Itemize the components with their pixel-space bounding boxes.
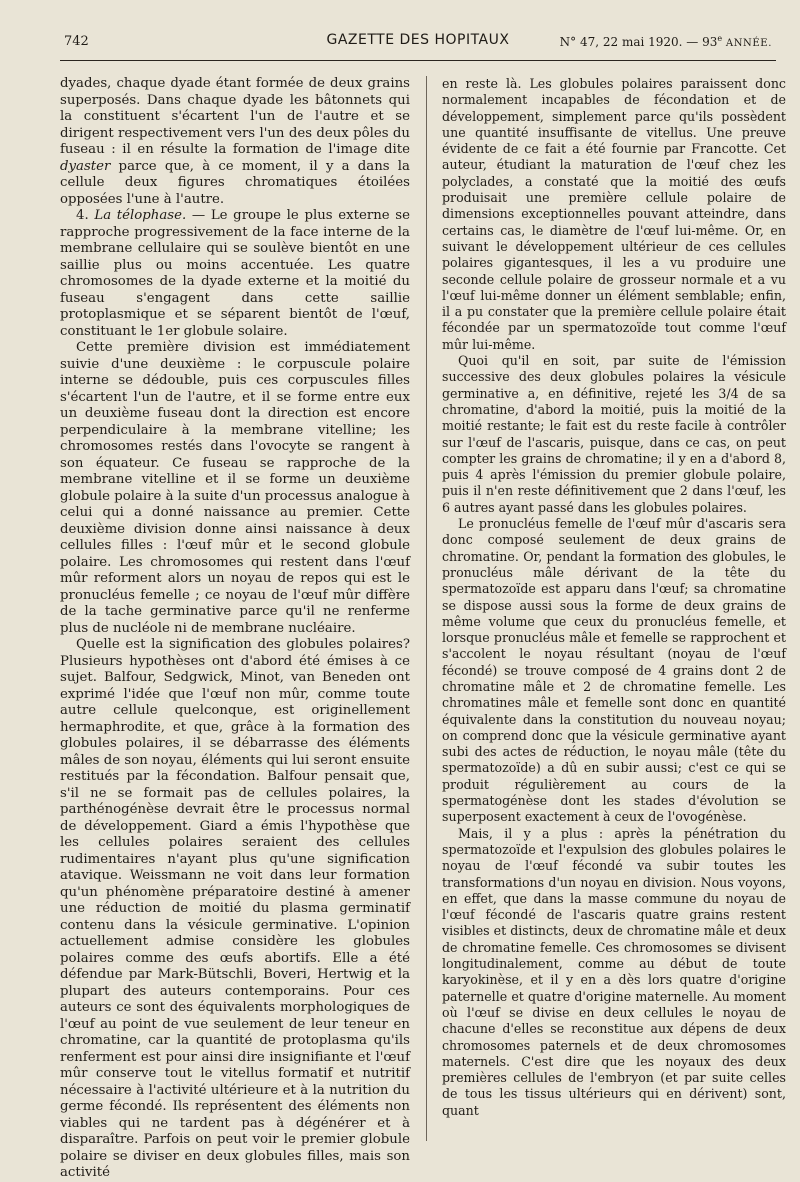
section-number: 4.	[76, 208, 95, 223]
right-paragraph-1: en reste là. Les globules polaires paraissent donc normalement incapables de fécondation et de développement, simplement parce qu'ils possèdent une quantité insuffisante de vitellus. Une preuve évidente de ce fait a été fournie par Francotte. Cet auteur, étudiant la maturation de l'œuf chez les polyclades, a constaté que la moitié des œufs produisait une première cellule polaire de dimensions exceptionnelles pouvant atteindre, dans certains cas, le diamètre de l'œuf lui-même. Or, en suivant le développement ultérieur de ces cellules polaires gigantesques, il les a vu produire une seconde cellule polaire de grosseur normale et a vu l'œuf lui-même donner un élément semblable; enfin, il a pu constater que la première cellule polaire était fécondée par un spermatozoïde tout comme l'œuf mûr lui-même.	[442, 76, 786, 352]
right-paragraph-4: Mais, il y a plus : après la pénétration du spermatozoïde et l'expulsion des globules polaires le noyau de l'œuf fécondé va subir toutes les transformations d'un noyau en division. Nous voyons, en effet, que dans la masse commune du noyau de l'œuf fécondé de l'ascaris quatre grains restent visibles et distincts, deux de chromatine mâle et deux de chromatine femelle. Ces chromosomes se divisent longitudinalement, comme au début de toute karyokinèse, et il y en a dès lors quatre d'origine paternelle et quatre d'origine maternelle. Au moment où l'œuf se divise en deux cellules le noyau de chacune d'elles se reconstitue aux dépens de deux chromosomes paternels et de deux chromosomes maternels. C'est dire que les noyaux des deux premières cellules de l'embryon (et par suite celles de tous les tissus ultérieurs qui en dérivent) sont, quant	[442, 825, 786, 1118]
term-dyaster: dyaster	[60, 158, 111, 174]
page-number: 742	[64, 34, 89, 49]
left-paragraph-3: Cette première division est immédiatement suivie d'une deuxième : le corpuscule polaire interne se dédouble, puis ces corpuscules filles s'écartent l'un de l'autre, et il se forme entre eux un deuxième fuseau dont la direction est encore perpendiculaire à la membrane vitelline; les chromosomes restés dans l'ovocyte se rangent à son équateur. Ce fuseau se rapproche de la membrane vitelline et il se forme un deuxième globule polaire à la suite d'un processus analogue à celui qui a donné naissance au premier. Cette deuxième division donne ainsi naissance à deux cellules filles : l'œuf mûr et le second globule polaire. Les chromosomes qui restent dans l'œuf mûr reforment alors un noyau de repos qui est le pronucléus femelle ; ce noyau de l'œuf mûr diffère de la tache germinative parce qu'il ne renferme plus de nucléole ni de membrane nucléaire.	[60, 340, 410, 636]
left-p1-text: dyades, chaque dyade étant formée de deux grains superposés. Dans chaque dyade les bâtonnets qui la constituent s'écartent l'un de l'autre et se dirigent respectivement vers l'un des deux pôles du fuseau : il en résulte la formation de l'image dite	[60, 76, 410, 157]
right-paragraph-2: Quoi qu'il en soit, par suite de l'émission successive des deux globules polaires la vésicule germinative a, en définitive, rejeté les 3/4 de sa chromatine, d'abord la moitié, puis la moitié de la moitié restante; le fait est du reste facile à contrôler sur l'œuf de l'ascaris, puisque, dans ce cas, on peut compter les grains de chromatine; il y en a d'abord 8, puis 4 après l'émission du premier globule polaire, puis il n'en reste définitivement que 2 dans l'œuf, les 6 autres ayant passé dans les globules polaires.	[442, 353, 786, 515]
left-column	[60, 76, 410, 1180]
right-column	[442, 76, 786, 1156]
left-paragraph-1	[60, 76, 410, 208]
issue-number-date: N° 47, 22 mai 1920. — 93	[559, 35, 718, 49]
issue-annee: ANNÉE.	[722, 38, 772, 49]
left-p2-text: — Le groupe le plus externe se rapproche progressivement de la face interne de la membrane cellulaire qui se soulève bientôt en une saillie plus ou moins accentuée. Les quatre chromosomes de la dyade externe et la moitié du fuseau s'engagent dans cette saillie protoplasmique et se séparent bientôt de l'œuf, constituant le 1er globule solaire.	[60, 208, 410, 339]
left-paragraph-2	[60, 208, 410, 340]
right-paragraph-3: Le pronucléus femelle de l'œuf mûr d'ascaris sera donc composé seulement de deux grains de chromatine. Or, pendant la formation des globules, le pronucléus mâle dérivant de la tête du spermatozoïde est apparu dans l'œuf; sa chromatine se dispose aussi sous la forme de deux grains de même volume que ceux du pronucléus femelle, et lorsque pronucléus mâle et femelle se rapprochent et s'accolent le noyau résultant (noyau de l'œuf fécondé) se trouve composé de 4 grains dont 2 de chromatine mâle et 2 de chromatine femelle. Les chromatines mâle et femelle sont donc en quantité équivalente dans la constitution du nouveau noyau; on comprend donc que la vésicule germinative ayant subi des actes de réduction, le noyau mâle (tête du spermatozoïde) a dû en subir aussi; c'est ce qui se produit régulièrement au cours de la spermatogénèse dont les stades d'évolution se superposent exactement à ceux de l'ovogénèse.	[442, 516, 786, 825]
issue-info	[560, 34, 772, 49]
column-divider	[426, 76, 427, 1141]
section-title-telophase: La télophase.	[94, 208, 187, 223]
journal-title: GAZETTE DES HOPITAUX	[326, 32, 510, 48]
page-header	[60, 28, 776, 61]
article-columns	[60, 76, 786, 1180]
issue-suffix: e	[717, 34, 723, 43]
left-paragraph-4: Quelle est la signification des globules polaires? Plusieurs hypothèses ont d'abord été émises à ce sujet. Balfour, Sedgwick, Minot, van Beneden ont exprimé l'idée que l'œuf non mûr, comme toute autre cellule quelconque, est originellement hermaphrodite, et que, grâce à la formation des globules polaires, il se débarrasse des éléments mâles de son noyau, éléments qui lui seront ensuite restitués par la fécondation. Balfour pensait que, s'il ne se formait pas de cellules polaires, la parthénogénèse devrait être le processus normal de développement. Giard a émis l'hypothèse que les cellules polaires seraient des cellules rudimentaires n'ayant plus qu'une signification atavique. Weissmann ne voit dans leur formation qu'un phénomène préparatoire destiné à amener une réduction de moitié du plasma germinatif contenu dans la vésicule germinative. L'opinion actuellement admise considère les globules polaires comme des œufs abortifs. Elle a été défendue par Mark-Bütschli, Boveri, Hertwig et la plupart des auteurs contemporains. Pour ces auteurs ce sont des équivalents morphologiques de l'œuf au point de vue seulement de leur teneur en chromatine, car la quantité de protoplasma qu'ils renferment est pour ainsi dire insignifiante et l'œuf mûr conserve tout le vitellus formatif et nutritif nécessaire à l'activité ultérieure et à la nutrition du germe fécondé. Ils représentent des éléments non viables qui ne tardent pas à dégénérer et à disparaître. Parfois on peut voir le premier globule polaire se diviser en deux globules filles, mais son activité	[60, 637, 410, 1180]
left-p1-end: parce que, à ce moment, il y a dans la cellule deux figures chromatiques étoilées opposées l'une à l'autre.	[60, 158, 410, 207]
